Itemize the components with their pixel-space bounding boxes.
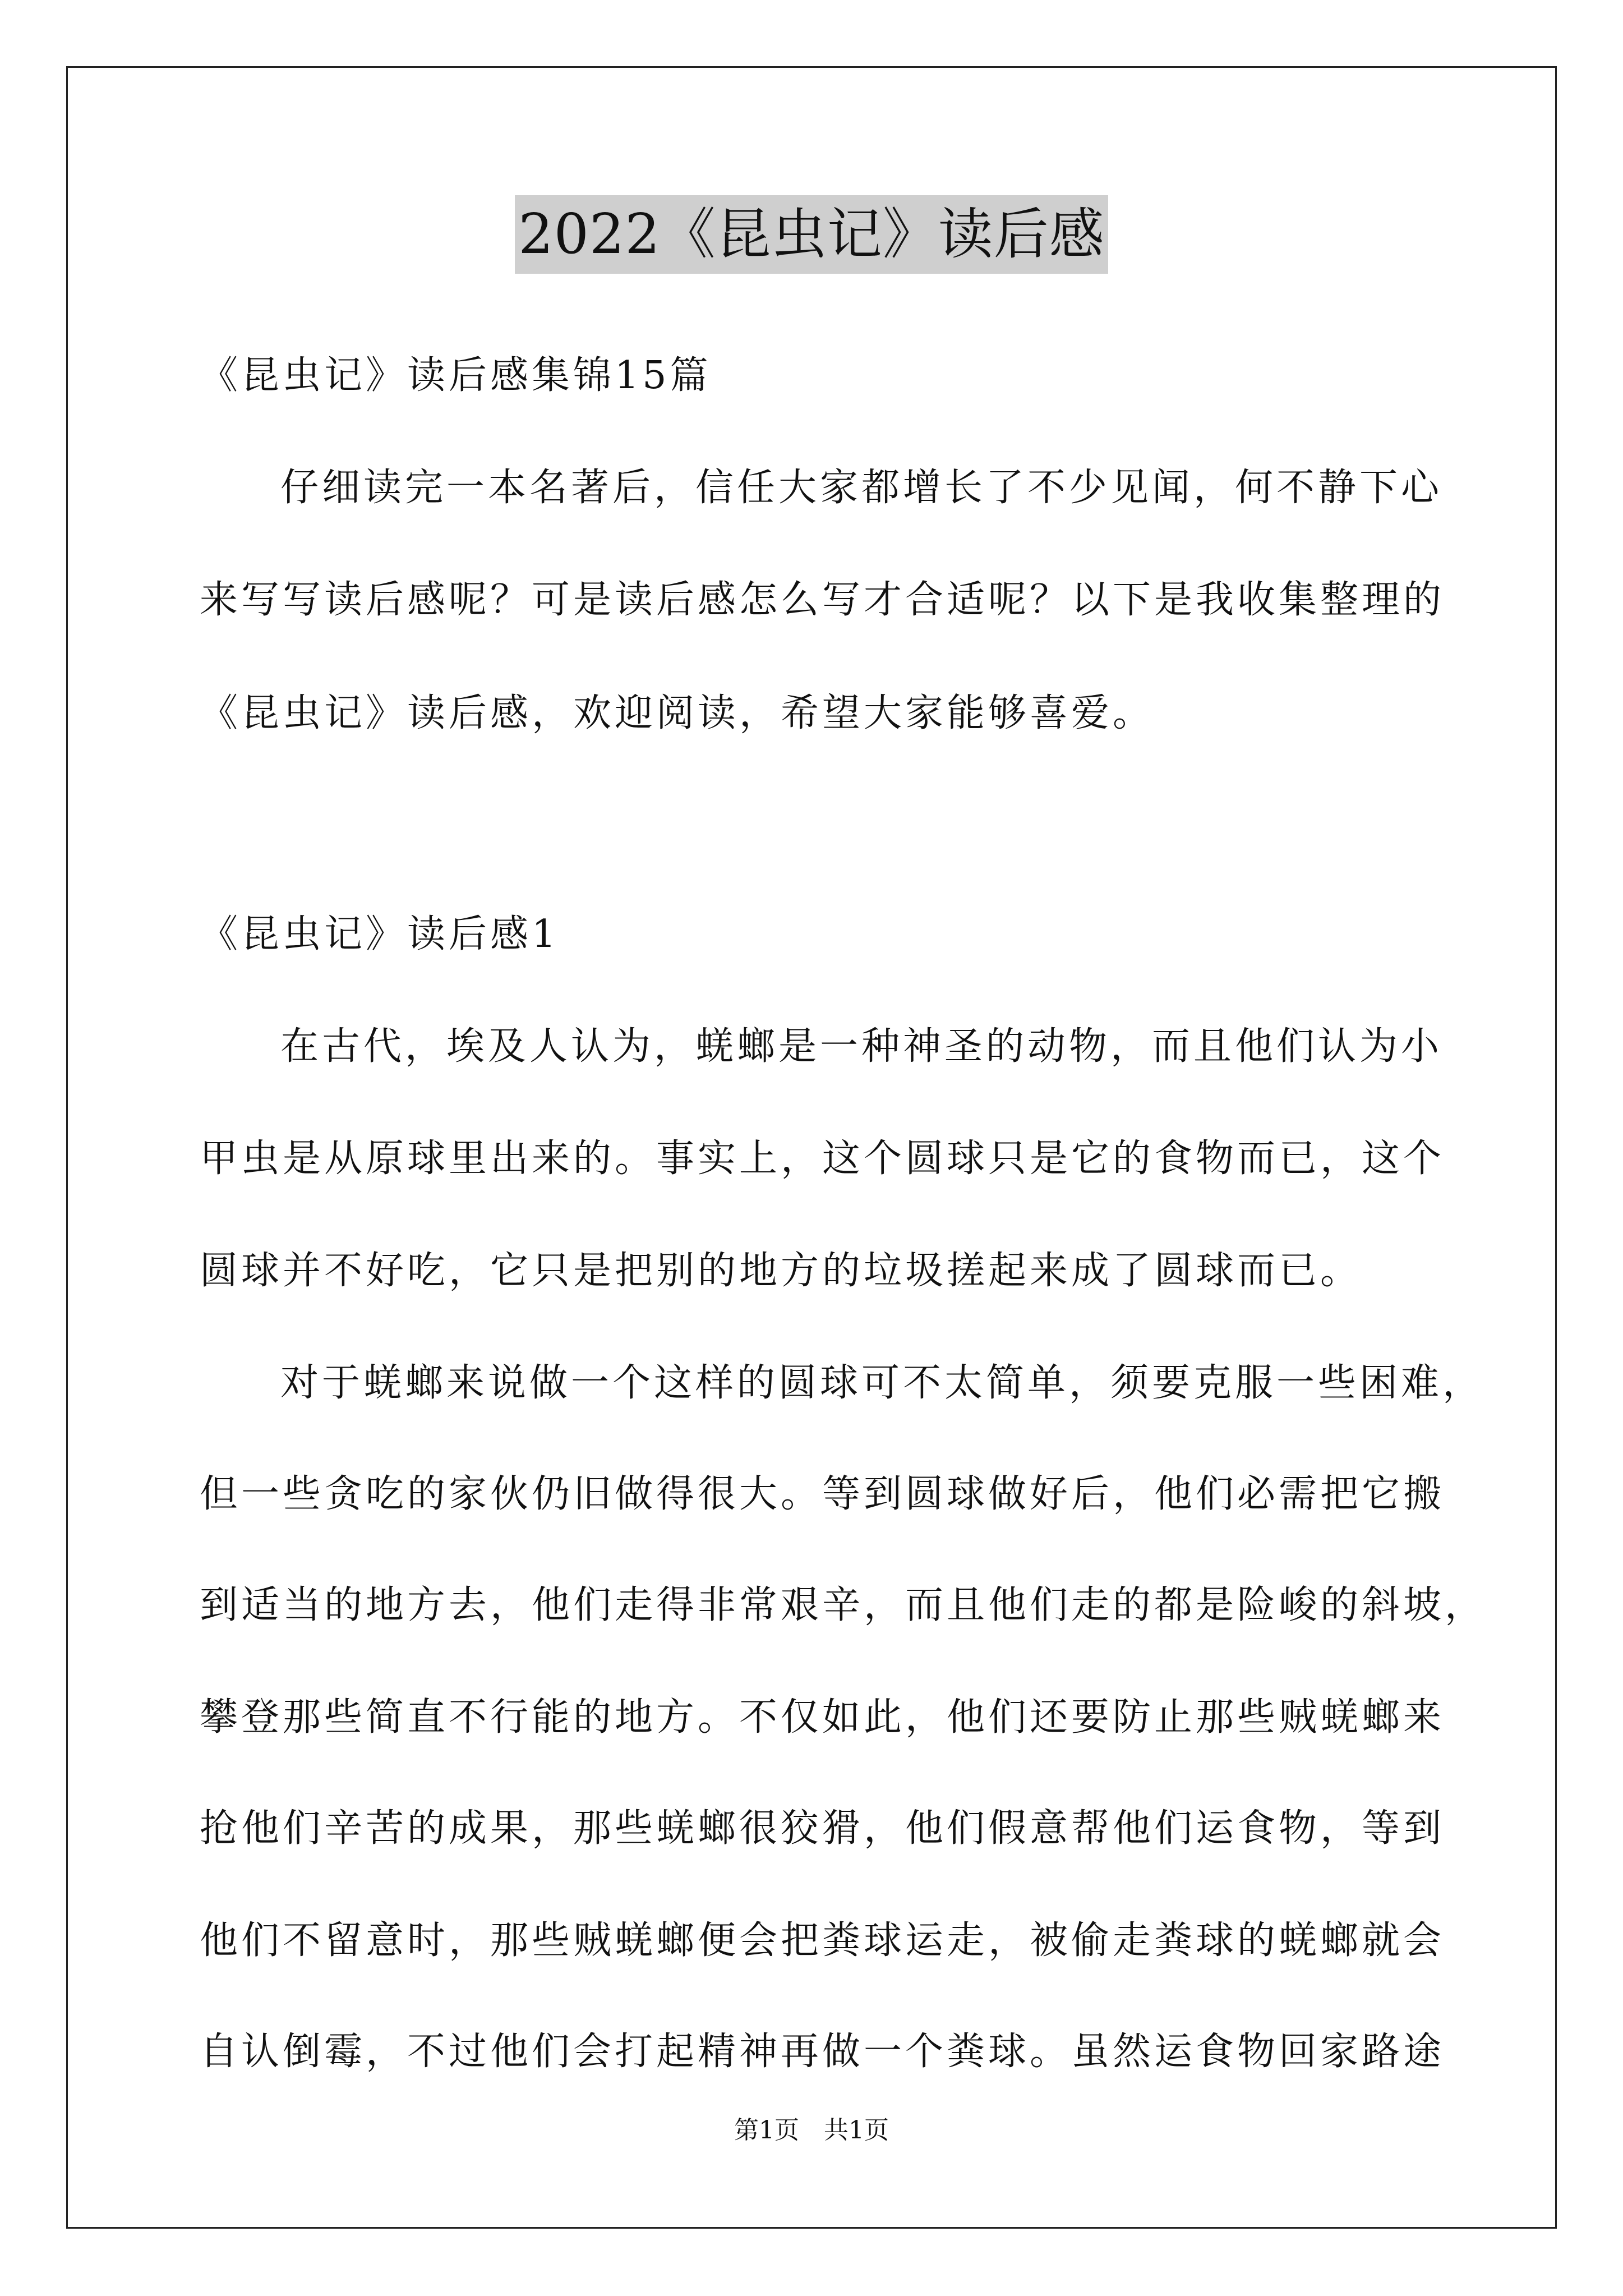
paragraph-line: 对于蜣螂来说做一个这样的圆球可不太简单，须要克服一些困难， bbox=[280, 1361, 1484, 1405]
document-title: 2022《昆虫记》读后感 bbox=[515, 195, 1108, 274]
section-heading: 《昆虫记》读后感1 bbox=[200, 912, 560, 956]
page-footer: 第1页 共1页 bbox=[734, 2116, 889, 2145]
intro-line: 《昆虫记》读后感，欢迎阅读，希望大家能够喜爱。 bbox=[200, 691, 1155, 735]
intro-line: 仔细读完一本名著后，信任大家都增长了不少见闻，何不静下心 bbox=[280, 466, 1443, 510]
paragraph-line: 他们不留意时，那些贼蜣螂便会把粪球运走，被偷走粪球的蜣螂就会 bbox=[200, 1918, 1445, 1963]
paragraph-line: 到适当的地方去，他们走得非常艰辛，而且他们走的都是险峻的斜坡， bbox=[200, 1583, 1487, 1627]
paragraph-line: 但一些贪吃的家伙仍旧做得很大。等到圆球做好后，他们必需把它搬 bbox=[200, 1472, 1445, 1516]
paragraph-line: 甲虫是从原球里出来的。事实上，这个圆球只是它的食物而已，这个 bbox=[200, 1137, 1445, 1181]
intro-line: 来写写读后感呢？可是读后感怎么写才合适呢？以下是我收集整理的 bbox=[200, 578, 1445, 622]
paragraph-line: 抢他们辛苦的成果，那些蜣螂很狡猾，他们假意帮他们运食物，等到 bbox=[200, 1806, 1445, 1851]
document-subtitle: 《昆虫记》读后感集锦15篇 bbox=[200, 353, 712, 398]
paragraph-line: 自认倒霉，不过他们会打起精神再做一个粪球。虽然运食物回家路途 bbox=[200, 2030, 1445, 2074]
paragraph-line: 在古代，埃及人认为，蜣螂是一种神圣的动物，而且他们认为小 bbox=[280, 1024, 1443, 1069]
title-wrap bbox=[0, 195, 1623, 274]
paragraph-line: 圆球并不好吃，它只是把别的地方的垃圾搓起来成了圆球而已。 bbox=[200, 1249, 1362, 1293]
paragraph-line: 攀登那些简直不行能的地方。不仅如此，他们还要防止那些贼蜣螂来 bbox=[200, 1695, 1445, 1740]
